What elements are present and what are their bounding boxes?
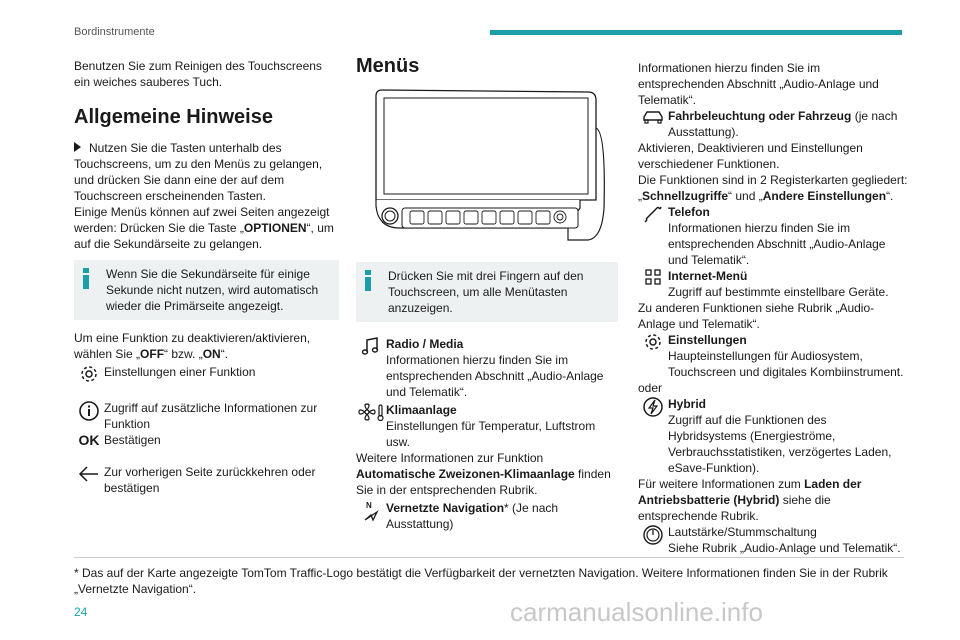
item-info [74,400,339,432]
bullet-arrow-icon [74,142,81,152]
menu-text: Informationen hierzu finden Sie im entsprechenden Abschnitt „Audio-Anlage und Telematik“. [386,353,604,399]
bullet-text: Nutzen Sie die Tasten unterhalb des Touchscreens, um zu den Menüs zu gelangen, und drücken Sie dann eine der auf dem Touchscreen erscheinenden Tasten. [74,141,323,203]
menu-title: Hybrid [668,397,707,411]
tab-keyword: Andere Einstellungen [762,189,887,203]
settings-gear-icon [74,364,104,388]
options-paragraph [74,204,339,252]
internet-paragraph: Zu anderen Funktionen siehe Rubrik „Audio-Anlage und Telematik“. [638,301,875,331]
or-text: oder [638,381,663,395]
item-text: Zugriff auf zusätzliche Informationen zur Funktion [104,401,318,431]
menu-navigation [356,500,618,532]
info-badge-icon [364,270,372,292]
section-heading-general: Allgemeine Hinweise [74,106,273,128]
text: “ bzw. „ [164,347,203,361]
text: Einige Menüs können auf zwei Seiten angezeigt werden: Drücken Sie die Taste „ [74,205,330,235]
menu-text: Siehe Rubrik „Audio-Anlage und Telematik“. [668,541,901,555]
menu-title: Internet-Menü [668,269,748,283]
climate-more-paragraph [356,450,618,498]
menu-text: (je nach Ausstattung). [668,109,898,139]
bullet-paragraph [74,140,339,204]
menu-volume [638,524,908,556]
menu-hybrid [638,396,908,476]
info-badge-icon [82,268,90,290]
continued-text: Informationen hierzu finden Sie im entsprechenden Abschnitt „Audio-Anlage und Telematik“. [638,61,879,107]
footnote-divider [74,557,904,558]
info-note-three-fingers [356,262,618,322]
menu-text: Haupteinstellungen für Audiosystem, Touchscreen und digitales Kombiinstrument. [668,349,904,379]
info-icon [74,400,104,424]
section-heading-menus: Menüs [356,55,420,77]
menu-text: Einstellungen für Temperatur, Luftstrom usw. [386,419,596,449]
music-note-icon [356,336,386,360]
column-3 [638,60,908,556]
item-ok [74,432,339,456]
menu-radio-media [356,336,618,400]
text: Weitere Informationen zur Funktion [356,451,544,465]
menu-title: Einstellungen [668,333,747,347]
note-text: Drücken Sie mit drei Fingern auf den Touchscreen, um alle Menütasten anzuzeigen. [388,269,584,315]
text: “. [886,189,894,203]
column-1 [74,58,339,496]
item-text: Bestätigen [104,433,161,447]
text: Für weitere Informationen zum [638,477,805,491]
text: “ und „ [728,189,763,203]
on-keyword: ON [202,347,221,361]
ok-icon: OK [78,432,100,448]
menu-text: Informationen hierzu finden Sie im entsprechenden Abschnitt „Audio-Anlage und Telematik“. [668,221,886,267]
header-accent-bar [490,30,902,35]
menu-phone [638,204,908,268]
touchscreen-illustration [370,88,608,248]
power-volume-icon [638,524,668,548]
running-header: Bordinstrumente [74,26,155,38]
menu-settings [638,332,908,380]
text: “, um auf die Sekundärseite zu gelangen. [74,221,334,251]
text: Um eine Funktion zu deaktivieren/aktivieren, wählen Sie „ [74,331,311,361]
settings-gear-icon [638,332,668,356]
menu-climate [356,402,618,450]
menu-title: Vernetzte Navigation [386,501,505,515]
off-keyword: OFF [140,347,165,361]
text: “. [220,347,229,361]
climate-fan-icon [356,402,386,426]
watermark: carmanualsonline.info [510,597,763,627]
note-text: Wenn Sie die Sekundärseite für einige Sekunde nicht nutzen, wird automatisch wieder die Primärseite angezeigt. [106,267,319,313]
options-keyword: OPTIONEN [243,221,307,235]
menu-title: Radio / Media [386,337,464,351]
battery-keyword: Laden der Antriebsbatterie (Hybrid) [638,477,862,507]
info-note [74,260,339,320]
svg-text:N: N [366,501,372,510]
text: Die Funktionen sind in 2 Registerkarten gegliedert: „ [638,173,908,203]
footnote: * Das auf der Karte angezeigte TomTom Traffic-Logo bestätigt die Verfügbarkeit der vernetzten Navigation. Weitere Informationen finden Sie in der Rubrik „Vernetzte Navigation“. [74,566,888,596]
back-arrow-icon [74,464,104,488]
menu-title: Lautstärke/Stummschaltung [668,525,817,539]
item-back [74,464,339,496]
menu-text: * (Je nach Ausstattung) [386,501,559,531]
grid-apps-icon [638,268,668,292]
item-settings [74,364,339,388]
onoff-paragraph [74,330,339,362]
item-text: Einstellungen einer Funktion [104,365,256,379]
hybrid-more-paragraph [638,476,908,524]
menu-title: Klimaanlage [386,403,457,417]
text: finden Sie in der entsprechenden Rubrik. [356,467,611,497]
column-2 [356,55,618,532]
menu-title: Fahrbeleuchtung oder Fahrzeug [668,109,852,123]
menu-lighting-vehicle [638,108,908,140]
phone-icon [638,204,668,228]
text: siehe die entsprechende Rubrik. [638,493,831,523]
menu-title: Telefon [668,205,710,219]
tab-keyword: Schnellzugriffe [642,189,729,203]
car-icon [638,108,668,132]
menu-text: Zugriff auf bestimmte einstellbare Geräte. [668,285,889,299]
item-text: Zur vorherigen Seite zurückkehren oder bestätigen [104,465,316,495]
navigation-arrow-icon [356,500,386,524]
page-number: 24 [74,605,88,619]
tabs-paragraph [638,172,908,204]
cleaning-intro: Benutzen Sie zum Reinigen des Touchscreens ein weiches sauberes Tuch. [74,59,322,89]
hybrid-bolt-icon [638,396,668,420]
lighting-paragraph: Aktivieren, Deaktivieren und Einstellungen verschiedener Funktionen. [638,141,863,171]
menu-internet [638,268,908,300]
menu-text: Zugriff auf die Funktionen des Hybridsystems (Energieströme, Verbrauchsstatistiken, verzögertes Laden, eSave-Funktion). [668,413,892,475]
climate-keyword: Automatische Zweizonen-Klimaanlage [356,467,575,481]
